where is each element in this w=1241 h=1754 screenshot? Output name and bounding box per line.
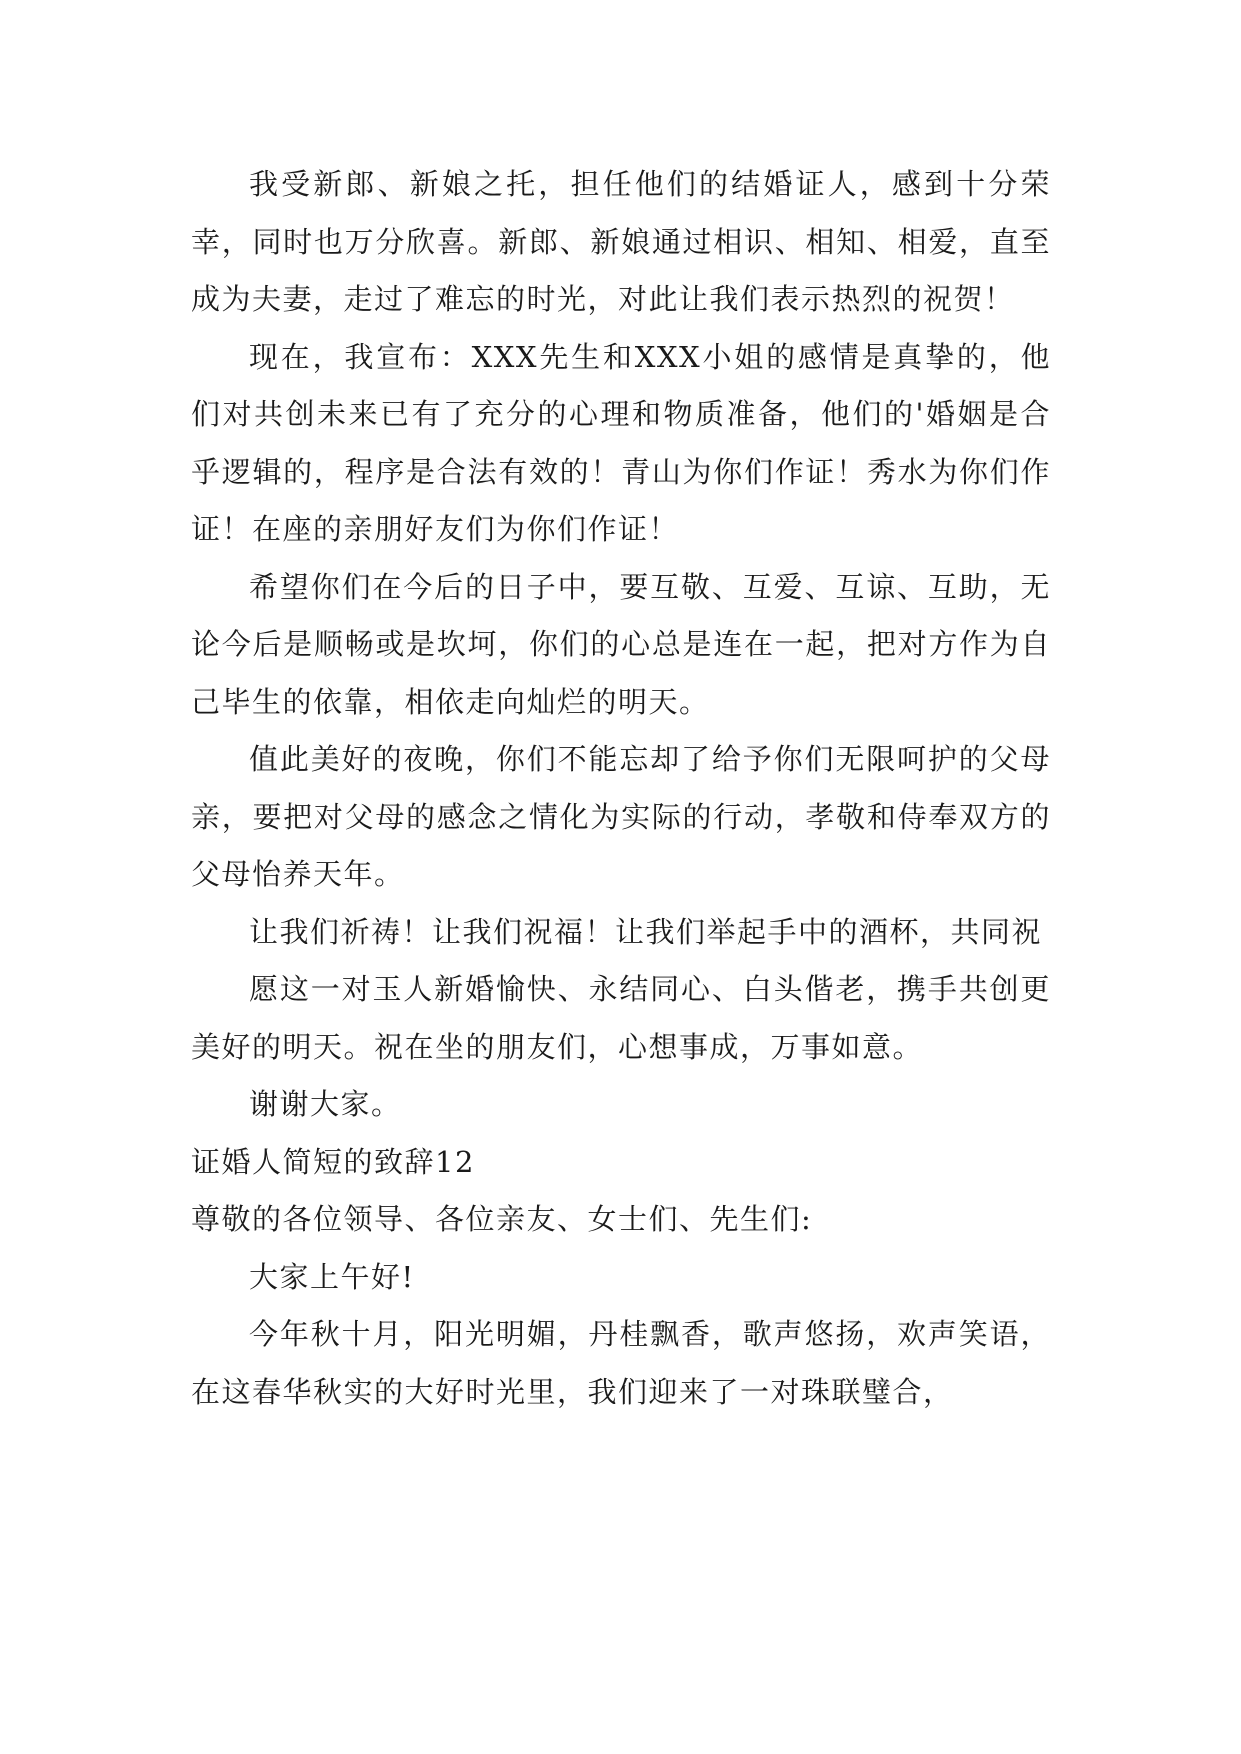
salutation: 尊敬的各位领导、各位亲友、女士们、先生们: — [191, 1202, 813, 1236]
paragraph-5: 让我们祈祷！让我们祝福！让我们举起手中的酒杯，共同祝 — [249, 914, 1043, 949]
greeting: 大家上午好! — [249, 1259, 415, 1294]
section-title: 证婚人简短的致辞12 — [191, 1144, 475, 1179]
document-body — [191, 156, 1051, 1421]
paragraph-7: 谢谢大家。 — [249, 1087, 402, 1121]
paragraph-3: 希望你们在今后的日子中，要互敬、互爱、互谅、互助，无论今后是顺畅或是坎坷，你们的心总是连在一起，把对方作为自己毕生的依靠，相依走向灿烂的明天。 — [191, 569, 1051, 719]
paragraph-4: 值此美好的夜晚，你们不能忘却了给予你们无限呵护的父母亲，要把对父母的感念之情化为实际的行动，孝敬和侍奉双方的父母怡养天年。 — [191, 742, 1051, 891]
paragraph-6: 愿这一对玉人新婚愉快、永结同心、白头偕老，携手共创更美好的明天。祝在坐的朋友们，心想事成，万事如意。 — [191, 972, 1051, 1064]
paragraph-1: 我受新郎、新娘之托，担任他们的结婚证人，感到十分荣幸，同时也万分欣喜。新郎、新娘通过相识、相知、相爱，直至成为夫妻，走过了难忘的时光，对此让我们表示热烈的祝贺！ — [191, 167, 1051, 316]
paragraph-2: 现在，我宣布：XXX先生和XXX小姐的感情是真挚的，他们对共创未来已有了充分的心理和物质准备，他们的'婚姻是合乎逻辑的，程序是合法有效的！青山为你们作证！秀水为你们作证！在座的亲朋好友们为你们作证！ — [191, 339, 1051, 546]
closing-paragraph: 今年秋十月，阳光明媚，丹桂飘香，歌声悠扬，欢声笑语，在这春华秋实的大好时光里，我们迎来了一对珠联璧合， — [191, 1317, 1051, 1409]
